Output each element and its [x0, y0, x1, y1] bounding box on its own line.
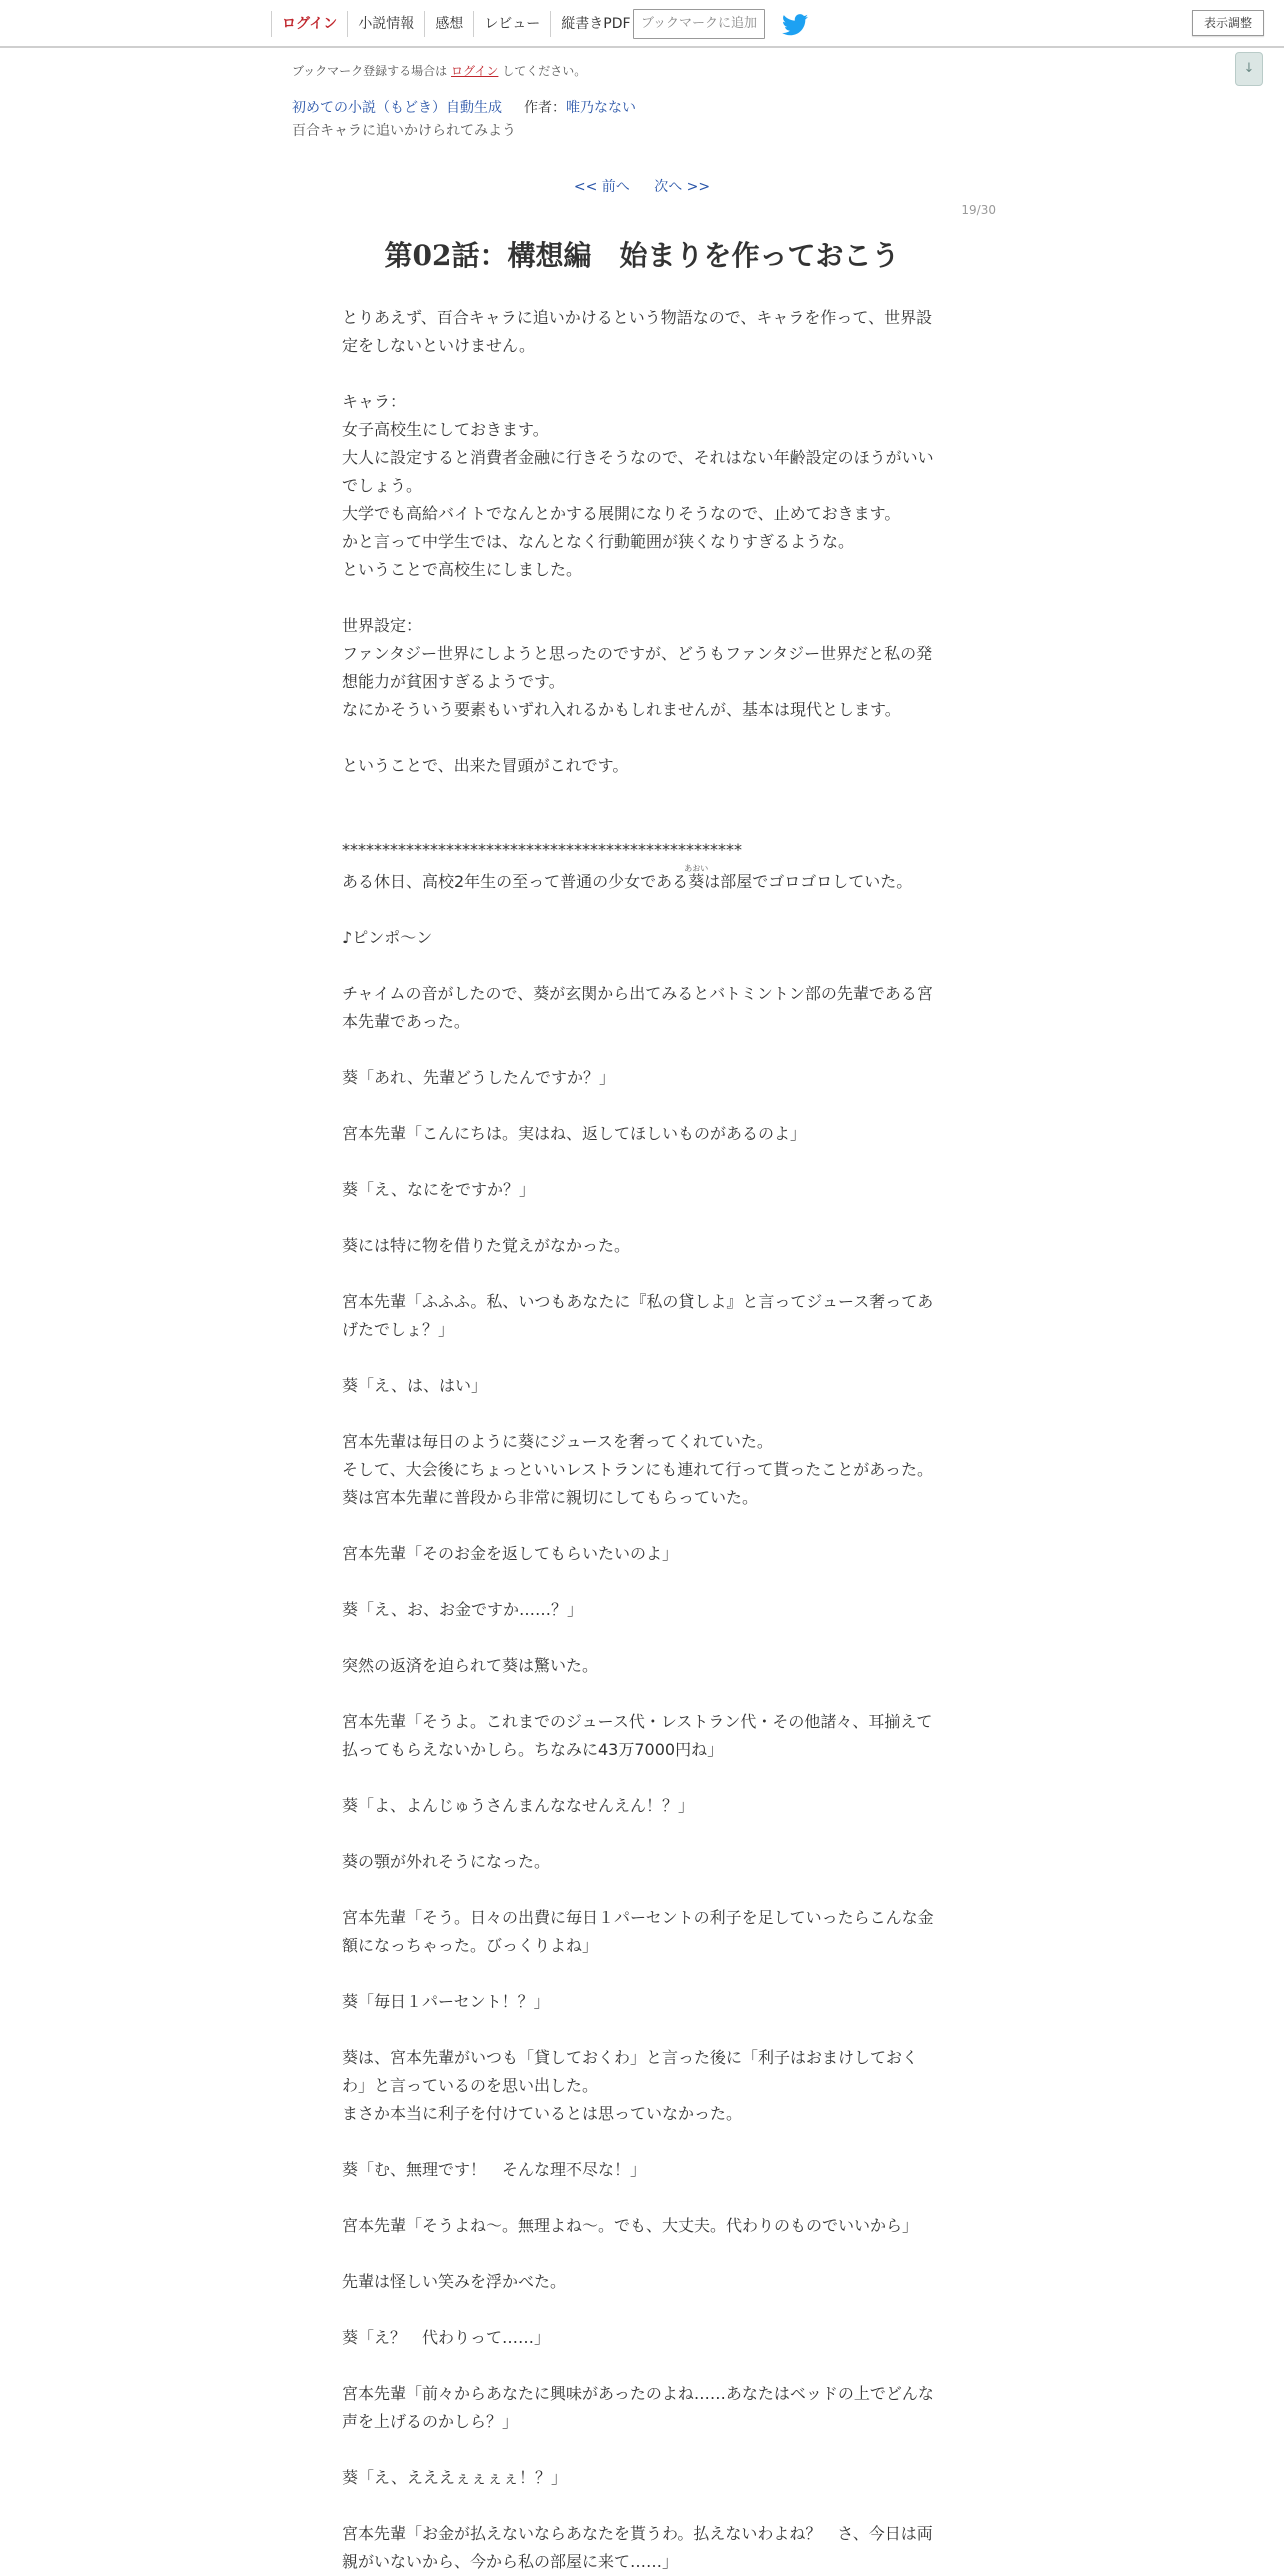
body-line: ということで、出来た冒頭がこれです。: [342, 756, 629, 775]
body-line: [342, 1876, 942, 1904]
body-line: ファンタジー世界にしようと思ったのですが、どうもファンタジー世界だと私の発: [342, 644, 933, 663]
pager: [0, 176, 1284, 196]
body-line: [342, 1820, 942, 1848]
body-line: ♪ピンポ～ン: [342, 928, 433, 947]
body-line: [342, 2352, 942, 2380]
nav-review[interactable]: レビュー: [473, 11, 550, 37]
body-line: 宮本先輩「前々からあなたに興味があったのよね……あなたはベッドの上でどんな: [342, 2384, 934, 2403]
body-line: 宮本先輩「ふふふ。私、いつもあなたに『私の貸しよ』と言ってジュース奢ってあ: [342, 1292, 934, 1311]
body-line: [342, 1960, 942, 1988]
body-line: [342, 2240, 942, 2268]
top-nav: [271, 11, 641, 37]
body-line: 葵「毎日１パーセント！？」: [342, 1992, 550, 2011]
body-line: 本先輩であった。: [342, 1012, 470, 1031]
body-line: 葵「え、お、お金ですか……？」: [342, 1600, 583, 1619]
body-line: 宮本先輩「お金が払えないならあなたを貰うわ。払えないわよね？ さ、今日は両: [342, 2524, 933, 2543]
nav-novel-info[interactable]: 小説情報: [347, 11, 424, 37]
body-line: でしょう。: [342, 476, 423, 495]
body-line: [342, 1400, 942, 1428]
body-line: わ」と言っているのを思い出した。: [342, 2076, 599, 2095]
body-line: 葵は宮本先輩に普段から非常に親切にしてもらっていた。: [342, 1488, 759, 1507]
body-line: ある休日、高校2年生の至って普通の少女である葵あおいは部屋でゴロゴロしていた。: [342, 864, 913, 891]
body-line: 葵には特に物を借りた覚えがなかった。: [342, 1236, 631, 1255]
body-line: 大人に設定すると消費者金融に行きそうなので、それはない年齢設定のほうがいい: [342, 448, 934, 467]
body-line: [342, 808, 942, 836]
notice-login-link[interactable]: ログイン: [451, 64, 499, 78]
body-line: 葵「え、えええぇぇぇぇ！？」: [342, 2468, 567, 2487]
body-line: 声を上げるのかしら？」: [342, 2412, 519, 2431]
novel-body: [342, 304, 942, 2576]
body-line: [342, 584, 942, 612]
body-paragraphs: [342, 304, 942, 864]
body-line: 葵「む、無理です！ そんな理不尽な！」: [342, 2160, 647, 2179]
body-line: 大学でも高給バイトでなんとかする展開になりそうなので、止めておきます。: [342, 504, 901, 523]
body-line: [342, 2128, 942, 2156]
body-line: まさか本当に利子を付けているとは思っていなかった。: [342, 2104, 743, 2123]
body-paragraphs: [342, 896, 942, 2576]
body-line: [342, 2436, 942, 2464]
body-line: かと言って中学生では、なんとなく行動範囲が狭くなりすぎるような。: [342, 532, 855, 551]
body-line: [342, 952, 942, 980]
body-line: キャラ：: [342, 392, 407, 411]
body-line: [342, 1568, 942, 1596]
body-line: 定をしないといけません。: [342, 336, 535, 355]
body-line: [342, 724, 942, 752]
author-label: 作者：: [524, 100, 566, 116]
body-line: [342, 2492, 942, 2520]
body-line: [342, 1148, 942, 1176]
body-line: [342, 1680, 942, 1708]
body-line: 想能力が貧困すぎるようです。: [342, 672, 565, 691]
bookmark-login-notice: ブックマーク登録する場合は ログイン してください。: [292, 64, 587, 78]
ruby-name: 葵あおい: [684, 864, 709, 891]
body-line: 払ってもらえないかしら。ちなみに43万7000円ね」: [342, 1740, 724, 1759]
nav-impressions[interactable]: 感想: [424, 11, 473, 37]
body-line: げたでしょ？」: [342, 1320, 455, 1339]
body-line: なにかそういう要素もいずれ入れるかもしれませんが、基本は現代とします。: [342, 700, 901, 719]
body-line: [342, 1512, 942, 1540]
body-line: とりあえず、百合キャラに追いかけるという物語なので、キャラを作って、世界設: [342, 308, 933, 327]
body-line: 葵「あれ、先輩どうしたんですか？」: [342, 1068, 615, 1087]
novel-title-line: [292, 97, 636, 117]
body-line: [342, 1036, 942, 1064]
body-line: チャイムの音がしたので、葵が玄関から出てみるとバトミントン部の先輩である宮: [342, 984, 933, 1003]
body-line: [342, 1764, 942, 1792]
body-line: [342, 896, 942, 924]
body-line: [342, 2296, 942, 2324]
add-bookmark-button[interactable]: ブックマークに追加: [633, 9, 765, 39]
page-count: 19/30: [961, 203, 996, 217]
nav-vertical-pdf[interactable]: 縦書きPDF: [550, 11, 640, 37]
body-line: [342, 1092, 942, 1120]
nav-login[interactable]: ログイン: [271, 11, 347, 37]
body-line: [342, 1260, 942, 1288]
body-line: 葵「え？ 代わりって……」: [342, 2328, 551, 2347]
body-line: [342, 1204, 942, 1232]
novel-title-link[interactable]: 初めての小説（もどき）自動生成: [292, 100, 502, 116]
body-line: [342, 2184, 942, 2212]
body-line: 葵は、宮本先輩がいつも「貸しておくわ」と言った後に「利子はおまけしておく: [342, 2048, 919, 2067]
next-page-link[interactable]: 次へ >>: [654, 179, 711, 195]
body-line: [342, 360, 942, 388]
body-line: 突然の返済を迫られて葵は驚いた。: [342, 1656, 599, 1675]
body-line: 葵「え、は、はい」: [342, 1376, 487, 1395]
body-line: ということで高校生にしました。: [342, 560, 583, 579]
prev-page-link[interactable]: << 前へ: [573, 179, 630, 195]
body-line: [342, 2016, 942, 2044]
body-line: 葵「え、なにをですか？」: [342, 1180, 535, 1199]
body-line: そして、大会後にちょっといいレストランにも連れて行って貰ったことがあった。: [342, 1460, 934, 1479]
body-line: [342, 1624, 942, 1652]
body-line: 宮本先輩「そうよね～。無理よね～。でも、大丈夫。代わりのものでいいから」: [342, 2216, 919, 2235]
body-line: 額になっちゃった。びっくりよね」: [342, 1936, 599, 1955]
display-adjust-button[interactable]: 表示調整: [1192, 10, 1264, 36]
top-header: [0, 0, 1284, 48]
body-line: 宮本先輩「そうよ。これまでのジュース代・レストラン代・その他諸々、耳揃えて: [342, 1712, 933, 1731]
body-line: 女子高校生にしておきます。: [342, 420, 549, 439]
body-line: 親がいないから、今から私の部屋に来て……」: [342, 2552, 679, 2571]
twitter-icon[interactable]: [782, 14, 808, 36]
scroll-down-button[interactable]: ↓: [1235, 52, 1263, 86]
body-line: 宮本先輩「そう。日々の出費に毎日１パーセントの利子を足していったらこんな金: [342, 1908, 934, 1927]
body-line: 葵「よ、よんじゅうさんまんななせんえん！？」: [342, 1796, 695, 1815]
body-line: 葵の顎が外れそうになった。: [342, 1852, 551, 1871]
body-line: 宮本先輩は毎日のように葵にジュースを奢ってくれていた。: [342, 1432, 773, 1451]
chapter-title: 百合キャラに追いかけられてみよう: [292, 123, 516, 139]
body-line: 宮本先輩「そのお金を返してもらいたいのよ」: [342, 1544, 679, 1563]
body-line: 宮本先輩「こんにちは。実はね、返してほしいものがあるのよ」: [342, 1124, 807, 1143]
body-line: [342, 1344, 942, 1372]
body-line: 先輩は怪しい笑みを浮かべた。: [342, 2272, 567, 2291]
body-line: 世界設定：: [342, 616, 423, 635]
body-line: **************************************************: [342, 840, 742, 859]
author-link[interactable]: 唯乃なない: [566, 100, 636, 116]
episode-title: 第02話：構想編 始まりを作っておこう: [384, 239, 900, 272]
body-line: [342, 780, 942, 808]
